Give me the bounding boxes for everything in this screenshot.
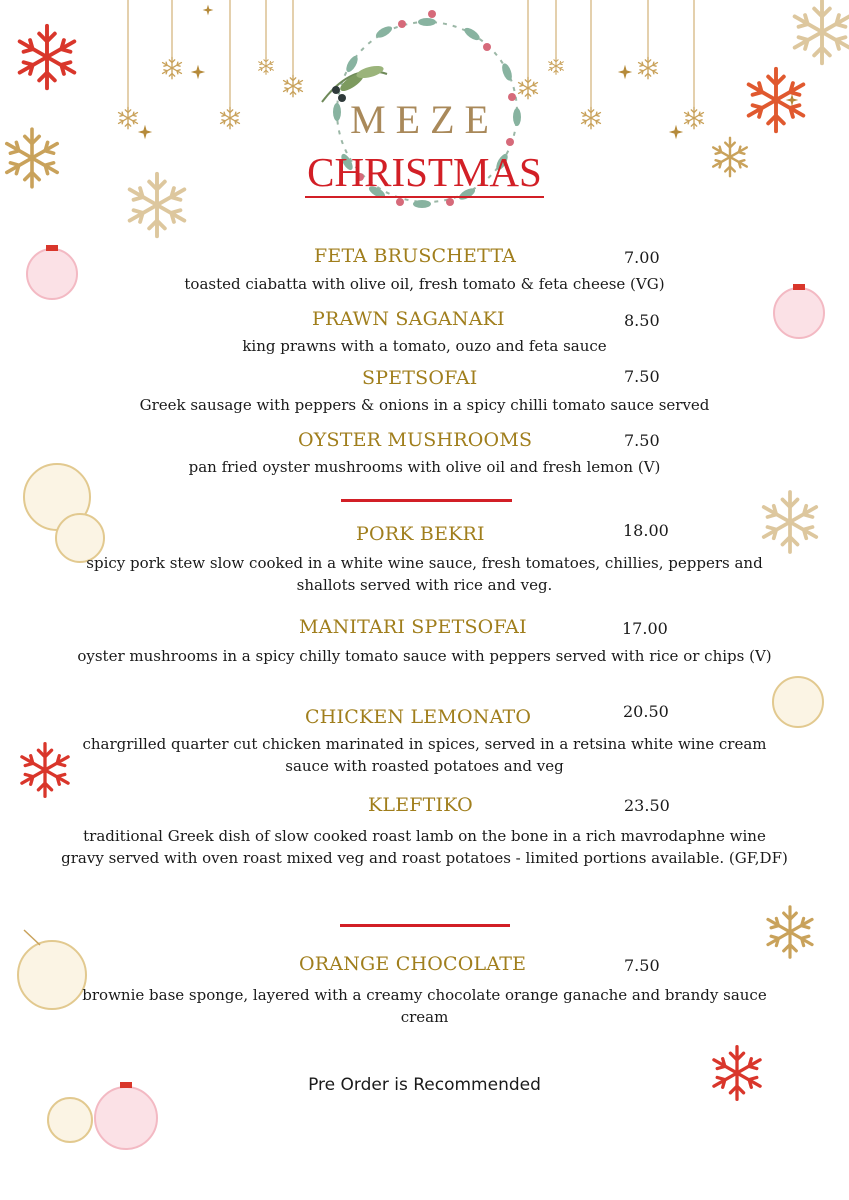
menu-item-description: oyster mushrooms in a spicy chilly tomato sauce with peppers served with rice or chips (V) <box>77 647 772 665</box>
menu-item-name: ORANGE CHOCOLATE <box>299 953 527 975</box>
section-divider <box>340 924 510 927</box>
menu-item-description: toasted ciabatta with olive oil, fresh tomato & feta cheese (VG) <box>184 275 665 293</box>
menu-item-price: 17.00 <box>622 619 668 638</box>
menu-item-description: pan fried oyster mushrooms with olive oil and fresh lemon (V) <box>188 458 661 476</box>
menu-item-price: 7.50 <box>624 431 660 450</box>
section-divider <box>341 499 512 502</box>
menu-item-description: Greek sausage with peppers & onions in a spicy chilli tomato sauce served <box>139 396 710 414</box>
menu-item-name: KLEFTIKO <box>368 794 473 816</box>
menu-item-name: OYSTER MUSHROOMS <box>298 429 533 451</box>
page-title-text: CHRISTMAS <box>305 149 544 198</box>
menu-item-description: traditional Greek dish of slow cooked roast lamb on the bone in a rich mavrodaphne wine gravy served with oven roast mixed veg and roast potatoes - limited portions available. (GF,DF) <box>61 827 788 867</box>
preorder-note: Pre Order is Recommended <box>308 1075 541 1095</box>
menu-item-description: chargrilled quarter cut chicken marinated in spices, served in a retsina white wine cream sauce with roasted potatoes and veg <box>82 735 767 775</box>
brand-logo: MEZE <box>350 97 499 142</box>
menu-item-price: 23.50 <box>624 796 670 815</box>
menu-item-price: 20.50 <box>623 702 669 721</box>
menu-item-name: CHICKEN LEMONATO <box>305 706 532 728</box>
menu-item-name: FETA BRUSCHETTA <box>314 245 517 267</box>
menu-item-name: PRAWN SAGANAKI <box>312 308 505 330</box>
menu-item-name: SPETSOFAI <box>362 367 478 389</box>
menu-item-description: spicy pork stew slow cooked in a white wine sauce, fresh tomatoes, chillies, peppers and shallots served with rice and veg. <box>86 554 763 594</box>
menu-item-price: 8.50 <box>624 311 660 330</box>
menu-item-price: 18.00 <box>623 521 669 540</box>
page-title <box>0 148 849 196</box>
menu-item-price: 7.50 <box>624 367 660 386</box>
menu-item-description: king prawns with a tomato, ouzo and feta sauce <box>242 337 607 355</box>
menu-item-price: 7.50 <box>624 956 660 975</box>
menu-item-name: MANITARI SPETSOFAI <box>299 616 527 638</box>
menu-item-name: PORK BEKRI <box>356 523 485 545</box>
menu-item-description: brownie base sponge, layered with a creamy chocolate orange ganache and brandy sauce cream <box>82 986 767 1026</box>
menu-item-price: 7.00 <box>624 248 660 267</box>
